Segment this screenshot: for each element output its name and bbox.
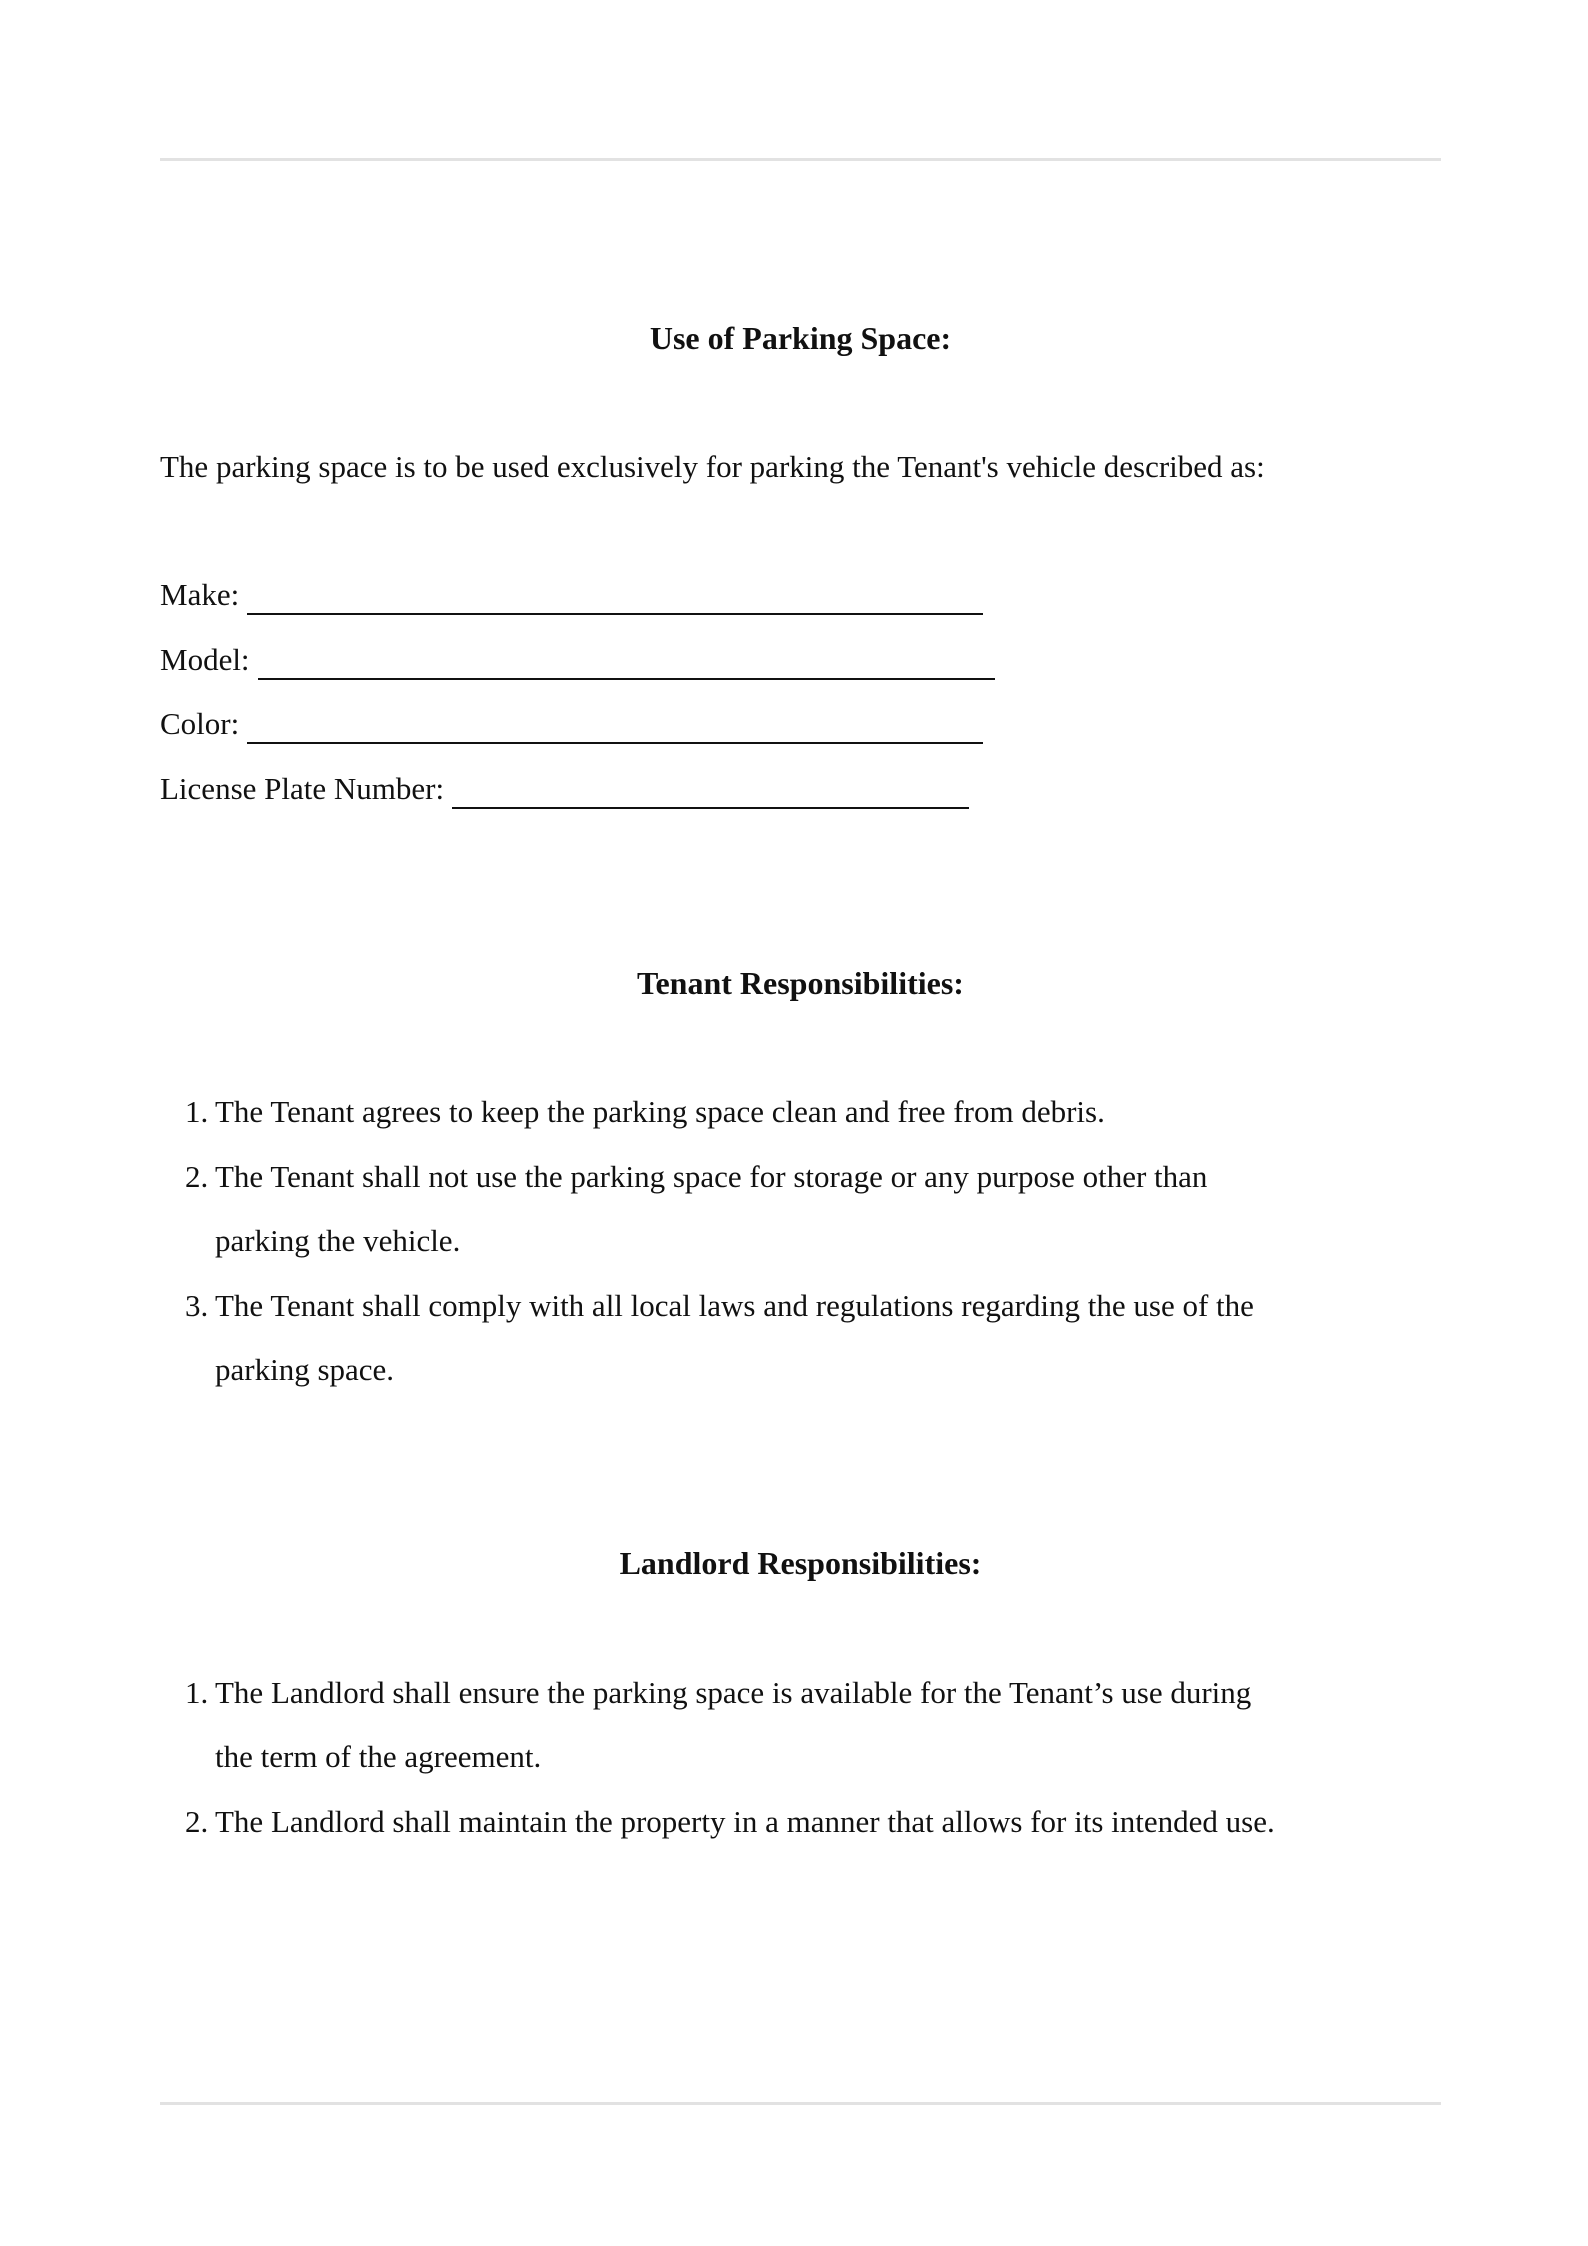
model-field[interactable] bbox=[160, 640, 995, 680]
list-text-continued: the term of the agreement. bbox=[215, 1739, 542, 1774]
list-number: 2. bbox=[185, 1159, 209, 1194]
list-text: The Landlord shall maintain the property in a manner that allows for its intended use. bbox=[215, 1804, 1275, 1839]
list-text-continued: parking space. bbox=[215, 1352, 395, 1387]
intro-paragraph: The parking space is to be used exclusively for parking the Tenant's vehicle described as: bbox=[160, 449, 1265, 484]
list-item bbox=[185, 1673, 1251, 1713]
list-text: The Tenant shall comply with all local laws and regulations regarding the use of the bbox=[215, 1288, 1254, 1323]
list-text: The Landlord shall ensure the parking space is available for the Tenant’s use during bbox=[215, 1675, 1252, 1710]
bottom-divider bbox=[160, 2102, 1441, 2105]
list-number: 1. bbox=[185, 1094, 209, 1129]
list-number: 3. bbox=[185, 1288, 209, 1323]
color-field[interactable] bbox=[160, 704, 983, 744]
color-blank[interactable] bbox=[247, 712, 983, 744]
list-text-continued: parking the vehicle. bbox=[215, 1223, 461, 1258]
license-plate-field[interactable] bbox=[160, 769, 969, 809]
make-field[interactable] bbox=[160, 575, 983, 615]
license-plate-blank[interactable] bbox=[452, 777, 969, 809]
list-text: The Tenant agrees to keep the parking space clean and free from debris. bbox=[215, 1094, 1105, 1129]
list-text: The Tenant shall not use the parking space for storage or any purpose other than bbox=[215, 1159, 1208, 1194]
license-plate-label: License Plate Number: bbox=[160, 771, 445, 806]
section-heading-use: Use of Parking Space: bbox=[649, 320, 952, 356]
make-blank[interactable] bbox=[247, 583, 983, 615]
list-item bbox=[185, 1802, 1275, 1842]
color-label: Color: bbox=[160, 706, 240, 741]
make-label: Make: bbox=[160, 577, 240, 612]
list-number: 1. bbox=[185, 1675, 209, 1710]
list-item bbox=[185, 1157, 1207, 1197]
model-blank[interactable] bbox=[258, 648, 995, 680]
model-label: Model: bbox=[160, 642, 250, 677]
section-heading-landlord: Landlord Responsibilities: bbox=[619, 1545, 982, 1581]
top-divider bbox=[160, 158, 1441, 161]
list-number: 2. bbox=[185, 1804, 209, 1839]
list-item bbox=[185, 1092, 1105, 1132]
list-item bbox=[185, 1286, 1254, 1326]
section-heading-tenant: Tenant Responsibilities: bbox=[637, 965, 964, 1001]
